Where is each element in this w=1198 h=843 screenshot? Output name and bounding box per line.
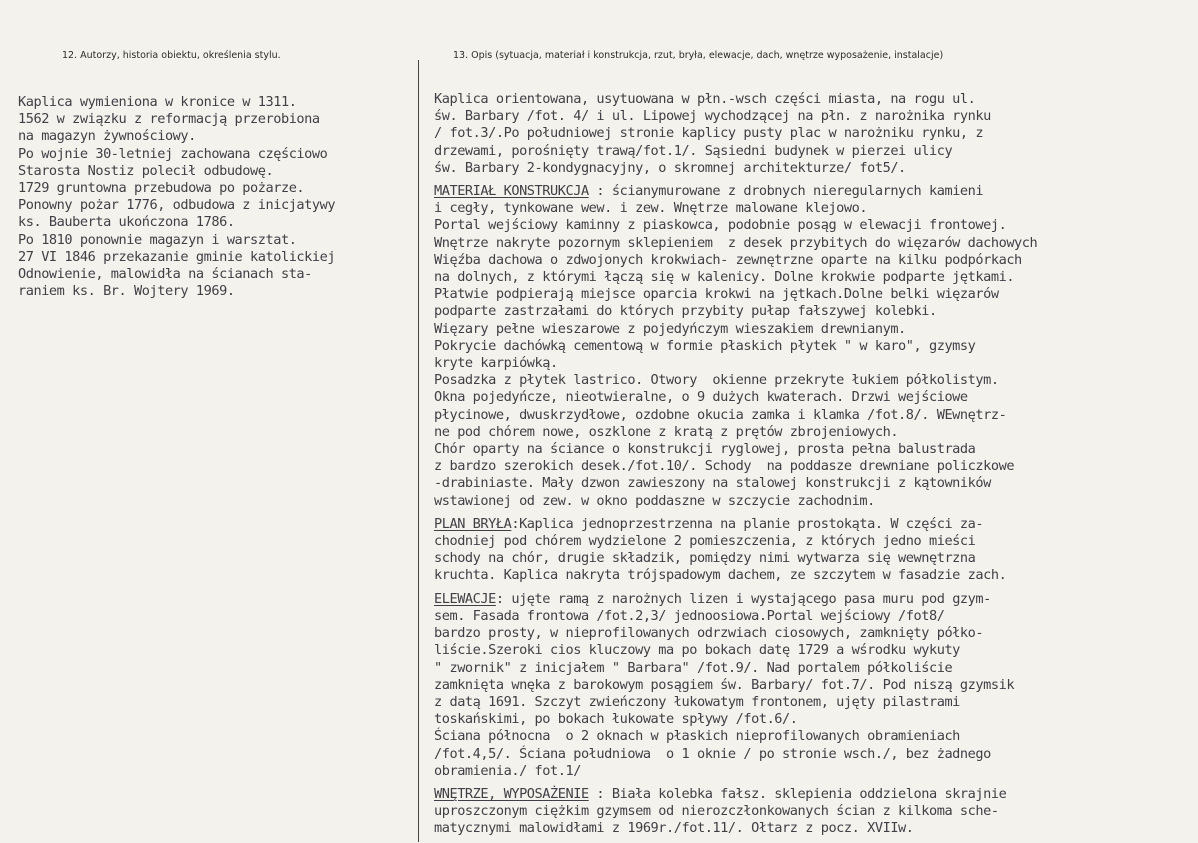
history-line: 1729 gruntowna przebudowa po pożarze. [18, 180, 305, 197]
history-line: na magazyn żywnościowy. [18, 128, 196, 145]
description-line: liście.Szeroki cios kluczowy ma po bokach datę 1729 a wśrodku wykuty [434, 642, 960, 659]
description-line: : Biała kolebka fałsz. sklepienia oddzielona skrajnie [588, 785, 1007, 802]
section-12-header: 12. Autorzy, historia obiektu, określenia stylu. [62, 50, 281, 61]
history-line: Ponowny pożar 1776, odbudowa z inicjatywy [18, 197, 336, 214]
description-line: Ściana północna o 2 oknach w płaskich nieprofilowanych obramieniach [434, 728, 960, 745]
interior-heading: WNĘTRZE, WYPOSAŻENIE [434, 785, 589, 802]
description-line: -drabiniaste. Mały dzwon zawieszony na stalowej konstrukcji z kątowników [434, 475, 991, 492]
description-line: / fot.3/.Po południowej stronie kaplicy pusty plac w narożniku rynku, z [434, 125, 984, 142]
description-line: kryte karpiówką. [434, 355, 558, 372]
description-line: z bardzo szerokich desek./fot.10/. Schody na poddasze drewniane policzkowe [434, 458, 1015, 475]
description-line: płycinowe, dwuskrzydłowe, ozdobne okucia zamka i klamka /fot.8/. WEwnętrz- [434, 406, 1007, 423]
description-line: " zwornik" z inicjałem " Barbara" /fot.9/. Nad portalem półkoliście [434, 659, 953, 676]
description-line: Więzary pełne wieszarowe z pojedyńczym wieszakiem drewnianym. [434, 320, 906, 337]
history-column [18, 94, 335, 300]
description-line: /fot.4,5/. Ściana południowa o 1 oknie / po stronie wsch./, bez żadnego [434, 745, 991, 762]
description-line: Posadzka z płytek lastrico. Otwory okienne przekryte łukiem półkolistym. [434, 372, 999, 389]
description-line: Wnętrze nakryte pozornym sklepieniem z desek przybitych do więzarów dachowych [434, 234, 1038, 251]
description-line: ne pod chórem nowe, oszklone z kratą z prętów zbrojeniowych. [434, 423, 899, 440]
description-line: zamknięta wnęka z barokowym posągiem św. Barbary/ fot.7/. Pod niszą gzymsik [434, 676, 1015, 693]
description-line: chodniej pod chórem wydzielone 2 pomieszczenia, z których jedno mieści [434, 533, 976, 550]
description-line: schody na chór, drugie składzik, pomiędzy nimi wytwarza się wewnętrzna [434, 550, 976, 567]
history-line: ks. Bauberta ukończona 1786. [18, 214, 235, 231]
history-line: Starosta Nostiz polecił odbudowę. [18, 162, 274, 179]
plan-section [434, 516, 1196, 585]
description-line: : ujęte ramą z narożnych lizen i wystającego pasa muru pod gzym- [495, 590, 991, 607]
description-line: Chór oparty na ściance o konstrukcji ryglowej, prosta pełna balustrada [434, 441, 976, 458]
description-column [434, 91, 1196, 838]
description-line: matycznymi malowidłami z 1969r./fot.11/. Ołtarz z pocz. XVIIw. [434, 820, 914, 837]
plan-heading: PLAN BRYŁA [434, 515, 512, 532]
description-line: bardzo prosty, w nieprofilowanych odrzwiach ciosowych, zamknięty półko- [434, 625, 984, 642]
description-line: drzewami, porośnięty trawą/fot.1/. Sąsiedni budynek w pierzei ulicy [434, 142, 953, 159]
description-line: uproszczonym ciężkim gzymsem od nierozczłonkowanych ścian z kilkoma sche- [434, 803, 999, 820]
elevations-heading: ELEWACJE [434, 590, 496, 607]
description-line: św. Barbary /fot. 4/ i ul. Lipowej wychodzącej na płn. z narożnika rynku [434, 108, 991, 125]
description-line: i cegły, tynkowane wew. i zew. Wnętrze malowane klejowo. [434, 200, 868, 217]
description-line: kruchta. Kaplica nakryta trójspadowym dachem, ze szczytem w fasadzie zach. [434, 567, 1007, 584]
history-line: raniem ks. Br. Wojtery 1969. [18, 283, 235, 300]
elevations-section [434, 591, 1196, 780]
description-line: Kaplica orientowana, usytuowana w płn.-wsch części miasta, na rogu ul. [434, 91, 976, 107]
history-line: 1562 w związku z reformacją przerobiona [18, 111, 320, 128]
history-line: 27 VI 1846 przekazanie gminie katolickiej [18, 248, 336, 265]
description-line: Okna pojedyńcze, nieotwieralne, o 9 dużych kwaterach. Drzwi wejściowe [434, 389, 968, 406]
description-line: sem. Fasada frontowa /fot.2,3/ jednoosiowa.Portal wejściowy /fot8/ [434, 607, 945, 624]
history-line: Odnowienie, malowidła na ścianach sta- [18, 266, 312, 283]
situation-section [434, 91, 1196, 177]
description-line: na dolnych, z którymi łączą się w kalenicy. Dolne krokwie podparte jętkami. [434, 269, 1015, 286]
column-divider [418, 60, 419, 842]
interior-section [434, 786, 1196, 838]
description-line: Portal wejściowy kaminny z piaskowca, podobnie posąg w elewacji frontowej. [434, 217, 1007, 234]
description-line: Płatwie podpierają miejsce oparcia krokwi na jętkach.Dolne belki więzarów [434, 286, 999, 303]
description-line: z datą 1691. Szczyt zwieńczony łukowatym frontonem, ujęty pilastrami [434, 693, 960, 710]
description-line: podparte zastrzałami do których przybity pułap fałszywej kolebki. [434, 303, 937, 320]
description-line: obramienia./ fot.1/ [434, 762, 581, 779]
material-heading: MATERIAŁ KONSTRUKCJA [434, 183, 589, 200]
material-section [434, 183, 1196, 510]
description-line: wstawionej od zew. w okno poddaszne w szczycie zachodnim. [434, 492, 875, 509]
section-13-header: 13. Opis (sytuacja, materiał i konstrukcja, rzut, bryła, elewacje, dach, wnętrze wyposażenie, instalacje) [453, 50, 944, 61]
description-line: św. Barbary 2-kondygnacyjny, o skromnej architekturze/ fot5/. [434, 159, 906, 176]
description-line: : ścianymurowane z drobnych nieregularnych kamieni [588, 183, 984, 200]
history-line: Po 1810 ponownie magazyn i warsztat. [18, 231, 297, 248]
description-line: toskańskimi, po bokach łukowate spływy /fot.6/. [434, 711, 798, 728]
history-line: Po wojnie 30-letniej zachowana częściowo [18, 145, 328, 162]
history-line: Kaplica wymieniona w kronice w 1311. [18, 94, 297, 110]
description-line: Więźba dachowa o zdwojonych krokwiach- zewnętrzne oparte na kilku podpórkach [434, 251, 1022, 268]
description-line: Pokrycie dachówką cementową w formie płaskich płytek " w karo", gzymsy [434, 337, 976, 354]
description-line: :Kaplica jednoprzestrzenna na planie prostokąta. W części za- [511, 515, 984, 532]
